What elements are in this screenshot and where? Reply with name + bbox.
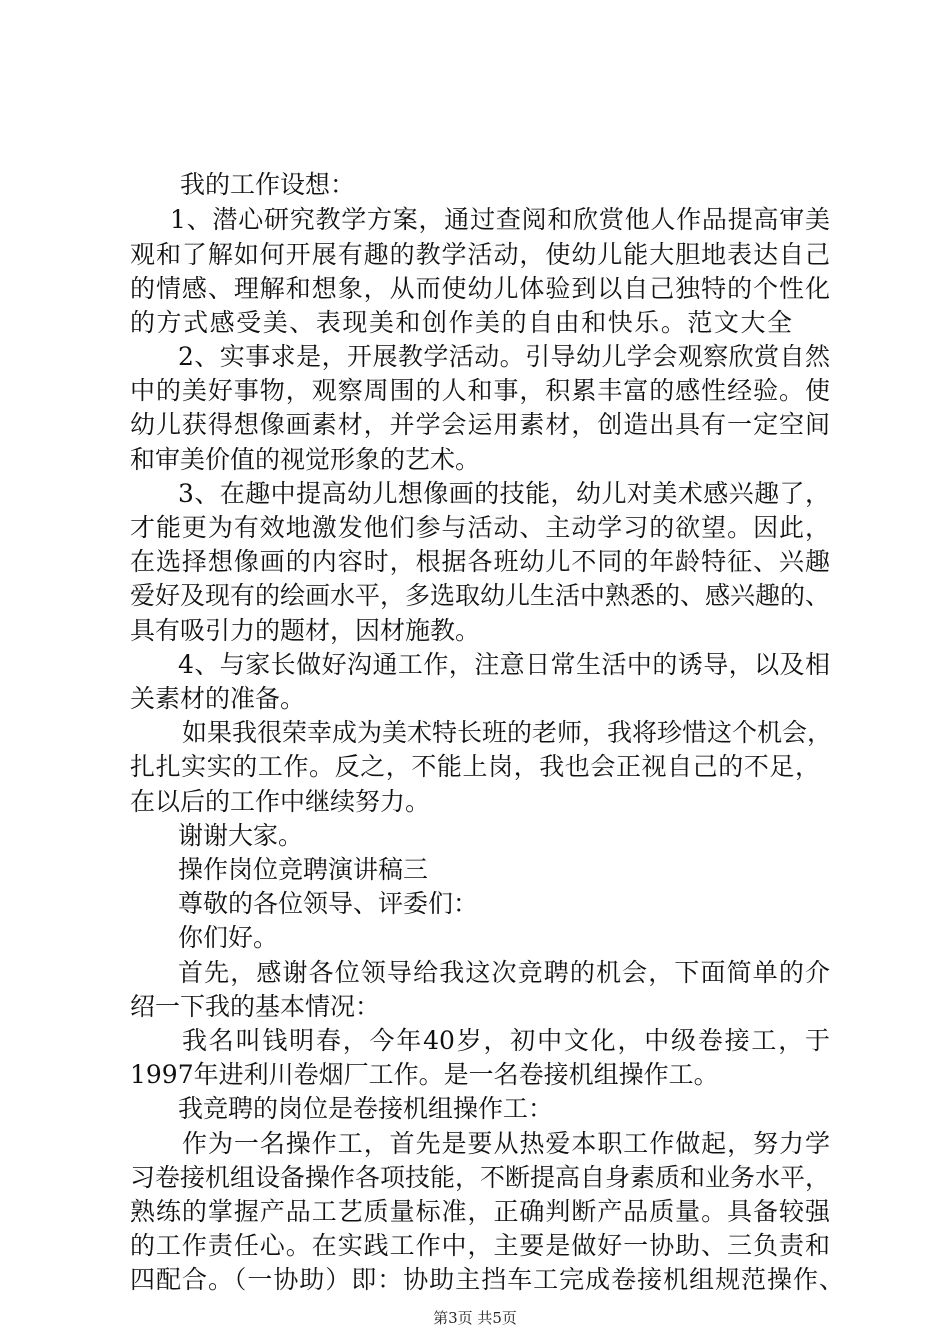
text-line: 3、在趣中提高幼儿想像画的技能，幼儿对美术感兴趣了， bbox=[178, 479, 830, 508]
text-line: 2、实事求是，开展教学活动。引导幼儿学会观察欣赏自然 bbox=[178, 342, 830, 371]
text-line: 我名叫钱明春，今年40岁，初中文化，中级卷接工，于 bbox=[182, 1026, 830, 1055]
text-line: 习卷接机组设备操作各项技能，不断提高自身素质和业务水平， bbox=[130, 1163, 831, 1192]
text-line: 绍一下我的基本情况： bbox=[130, 992, 381, 1021]
text-line: 如果我很荣幸成为美术特长班的老师，我将珍惜这个机会， bbox=[182, 718, 833, 747]
page-footer: 第3页 共5页 bbox=[433, 1309, 517, 1327]
text-line: 1、潜心研究教学方案，通过查阅和欣赏他人作品提高审美 bbox=[170, 205, 830, 234]
text-line: 四配合。（一协助）即：协助主挡车工完成卷接机组规范操作、 bbox=[130, 1265, 844, 1294]
text-line: 的方式感受美、表现美和创作美的自由和快乐。范文大全 bbox=[130, 308, 792, 337]
text-line: 在以后的工作中继续努力。 bbox=[130, 787, 431, 816]
text-line: 观和了解如何开展有趣的教学活动，使幼儿能大胆地表达自己 bbox=[130, 240, 830, 269]
text-line: 的情感、理解和想象，从而使幼儿体验到以自己独特的个性化 bbox=[130, 274, 830, 303]
text-line: 作为一名操作工，首先是要从热爱本职工作做起，努力学 bbox=[182, 1129, 830, 1158]
text-line: 的工作责任心。在实践工作中，主要是做好一协助、三负责和 bbox=[130, 1231, 830, 1260]
text-line: 谢谢大家。 bbox=[178, 821, 304, 850]
text-line: 尊敬的各位领导、评委们： bbox=[178, 889, 479, 918]
text-line: 中的美好事物，观察周围的人和事，积累丰富的感性经验。使 bbox=[130, 376, 830, 405]
text-line: 1997年进利川卷烟厂工作。是一名卷接机组操作工。 bbox=[130, 1060, 719, 1089]
text-line: 幼儿获得想像画素材，并学会运用素材，创造出具有一定空间 bbox=[130, 410, 830, 439]
text-line: 爱好及现有的绘画水平，多选取幼儿生活中熟悉的、感兴趣的、 bbox=[130, 581, 831, 610]
text-line: 扎扎实实的工作。反之，不能上岗，我也会正视自己的不足， bbox=[130, 752, 820, 781]
text-line: 具有吸引力的题材，因材施教。 bbox=[130, 616, 481, 645]
text-line: 4、与家长做好沟通工作，注意日常生活中的诱导，以及相 bbox=[178, 650, 830, 679]
text-line: 才能更为有效地激发他们参与活动、主动学习的欲望。因此， bbox=[130, 513, 830, 542]
text-line: 熟练的掌握产品工艺质量标准，正确判断产品质量。具备较强 bbox=[130, 1197, 830, 1226]
text-line: 首先，感谢各位领导给我这次竞聘的机会，下面简单的介 bbox=[178, 958, 830, 987]
text-line: 我的工作设想： bbox=[180, 170, 356, 199]
text-line: 和审美价值的视觉形象的艺术。 bbox=[130, 445, 481, 474]
text-line: 我竞聘的岗位是卷接机组操作工： bbox=[178, 1094, 554, 1123]
text-line: 在选择想像画的内容时，根据各班幼儿不同的年龄特征、兴趣 bbox=[130, 547, 830, 576]
text-line: 操作岗位竞聘演讲稿三 bbox=[178, 855, 429, 884]
text-line: 关素材的准备。 bbox=[130, 684, 306, 713]
text-line: 你们好。 bbox=[178, 923, 279, 952]
